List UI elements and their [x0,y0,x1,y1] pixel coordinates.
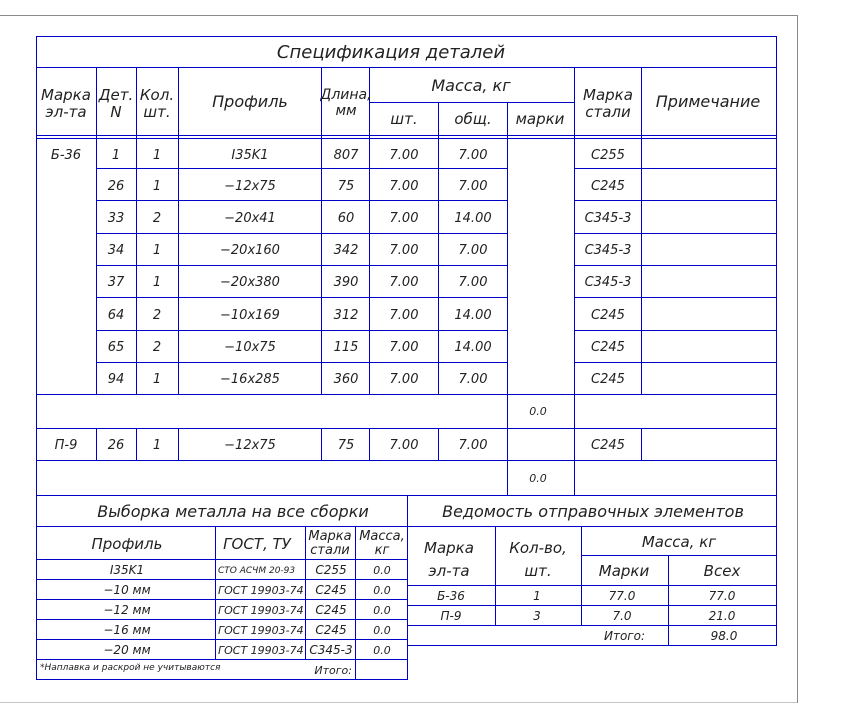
header-qty-l1: Кол. [139,86,175,104]
ship-header-mark-l2: эл-та [428,562,470,580]
svg-text:0.0: 0.0 [373,624,391,637]
table-row [108,179,625,194]
svg-text:С345-3: С345-3 [584,275,632,290]
ship-header-mass-all: Всех [703,562,741,580]
header-steel-l2: стали [585,103,631,121]
svg-text:−10x75: −10x75 [224,340,276,355]
table-row [103,583,390,597]
svg-text:75: 75 [337,179,355,194]
shipping-table [408,495,777,646]
svg-text:1: 1 [152,179,162,194]
spec-title: Спецификация деталей [276,42,506,63]
table-row [110,563,391,577]
header-mass-pc: шт. [390,110,418,128]
svg-text:26: 26 [107,179,125,194]
svg-text:−20x41: −20x41 [224,211,276,226]
svg-text:7.00: 7.00 [389,438,419,453]
shipping-total-value: 98.0 [710,629,738,643]
svg-text:С245: С245 [315,603,347,617]
svg-text:1: 1 [533,589,541,603]
sel-header-profile: Профиль [91,535,163,553]
sel-header-steel-l1: Марка [308,529,352,544]
ship-header-mass-mark: Марки [598,562,650,580]
selection-table [36,495,408,680]
svg-text:7.00: 7.00 [389,148,419,163]
svg-text:Б-36: Б-36 [437,589,465,603]
sel-header-steel-l2: стали [310,543,350,558]
svg-text:7.00: 7.00 [389,243,419,258]
svg-text:33: 33 [107,211,125,226]
header-qty-l2: шт. [143,103,171,121]
svg-text:14.00: 14.00 [454,308,492,323]
header-mark-l2: эл-та [45,103,87,121]
svg-text:−12x75: −12x75 [224,179,276,194]
sel-header-mass-l2: кг [374,543,390,558]
svg-text:7.00: 7.00 [389,372,419,387]
svg-text:312: 312 [333,308,359,323]
selection-title: Выборка металла на все сборки [97,502,369,521]
header-length-l2: мм [335,103,357,119]
svg-text:2: 2 [152,211,162,226]
spec-mark-mass-p9: 0.0 [529,472,547,485]
svg-text:−10 мм: −10 мм [103,583,151,597]
svg-text:342: 342 [333,243,359,258]
header-mass-total: общ. [454,110,492,128]
header-steel-l1: Марка [583,86,633,104]
svg-text:−20 мм: −20 мм [103,643,151,657]
svg-text:СТО АСЧМ 20-93: СТО АСЧМ 20-93 [218,566,296,576]
svg-text:С345-3: С345-3 [584,211,632,226]
svg-text:3: 3 [533,609,541,623]
table-row [103,623,390,637]
svg-text:7.00: 7.00 [458,148,488,163]
svg-text:7.00: 7.00 [389,308,419,323]
svg-text:7.00: 7.00 [458,372,488,387]
shipping-total-label: Итого: [604,629,645,643]
svg-text:1: 1 [152,243,162,258]
svg-text:115: 115 [333,340,359,355]
svg-text:7.00: 7.00 [389,179,419,194]
svg-text:1: 1 [152,438,162,453]
svg-text:26: 26 [107,438,125,453]
table-row [441,609,736,623]
ship-header-mass: Масса, кг [641,533,717,551]
svg-text:94: 94 [107,372,125,387]
header-mass: Масса, кг [431,76,511,95]
table-row [108,438,625,453]
svg-text:С245: С245 [591,372,625,387]
svg-text:−20x160: −20x160 [220,243,280,258]
svg-text:34: 34 [107,243,125,258]
svg-text:ГОСТ 19903-74: ГОСТ 19903-74 [218,644,304,657]
svg-text:С345-3: С345-3 [584,243,632,258]
svg-text:7.00: 7.00 [458,179,488,194]
svg-text:807: 807 [333,148,359,163]
svg-text:21.0: 21.0 [708,609,736,623]
svg-text:77.0: 77.0 [708,589,736,603]
svg-text:I35K1: I35K1 [231,148,269,163]
svg-text:П-9: П-9 [440,609,462,623]
svg-text:390: 390 [333,275,359,290]
svg-text:1: 1 [152,148,162,163]
svg-text:2: 2 [152,308,162,323]
svg-text:7.00: 7.00 [389,340,419,355]
table-row [437,589,736,603]
svg-text:С245: С245 [591,340,625,355]
ship-header-qty-l1: Кол-во, [509,539,567,557]
svg-text:0.0: 0.0 [373,564,391,577]
table-row [108,340,625,355]
header-mass-mark: марки [515,110,565,128]
svg-text:ГОСТ 19903-74: ГОСТ 19903-74 [218,624,304,637]
svg-text:77.0: 77.0 [608,589,636,603]
header-note: Примечание [655,92,761,111]
svg-text:7.00: 7.00 [389,275,419,290]
table-row [103,603,390,617]
svg-text:−12x75: −12x75 [224,438,276,453]
svg-text:−10x169: −10x169 [220,308,280,323]
svg-text:С255: С255 [315,563,347,577]
svg-text:1: 1 [152,372,162,387]
svg-text:С255: С255 [591,148,625,163]
ship-header-mark-l1: Марка [424,539,474,557]
table-row [108,308,625,323]
selection-total-label: Итого: [314,664,352,677]
svg-text:С245: С245 [315,623,347,637]
table-row [103,643,390,657]
svg-text:2: 2 [152,340,162,355]
svg-text:1: 1 [111,148,121,163]
svg-text:64: 64 [107,308,125,323]
table-row [112,148,625,163]
header-length-l1: Длина, [320,87,372,103]
spec-mark-mass-b36: 0.0 [529,405,547,418]
table-row [108,372,625,387]
svg-text:С245: С245 [591,308,625,323]
svg-text:7.00: 7.00 [458,438,488,453]
ship-header-qty-l2: шт. [524,562,552,580]
header-profile: Профиль [212,92,288,111]
svg-text:60: 60 [337,211,355,226]
svg-text:65: 65 [107,340,125,355]
sel-header-gost: ГОСТ, ТУ [223,535,291,553]
header-mark-l1: Марка [41,86,91,104]
svg-text:0.0: 0.0 [373,644,391,657]
header-det-l1: Дет. [98,86,134,104]
svg-text:−16 мм: −16 мм [103,623,151,637]
svg-text:7.00: 7.00 [458,275,488,290]
shipping-title: Ведомость отправочных элементов [442,502,744,521]
svg-text:37: 37 [107,275,125,290]
svg-text:7.0: 7.0 [612,609,632,623]
svg-text:ГОСТ 19903-74: ГОСТ 19903-74 [218,584,304,597]
sel-header-mass-l1: Масса, [359,529,405,544]
svg-text:1: 1 [152,275,162,290]
svg-text:0.0: 0.0 [373,584,391,597]
svg-text:14.00: 14.00 [454,211,492,226]
spec-mark-b36: Б-36 [50,148,82,163]
svg-text:0.0: 0.0 [373,604,391,617]
svg-text:С245: С245 [315,583,347,597]
svg-text:360: 360 [333,372,359,387]
svg-text:С345-3: С345-3 [309,643,353,657]
svg-text:−12 мм: −12 мм [103,603,151,617]
svg-text:−16x285: −16x285 [220,372,280,387]
svg-text:С245: С245 [591,179,625,194]
svg-text:14.00: 14.00 [454,340,492,355]
svg-text:7.00: 7.00 [389,211,419,226]
svg-text:I35K1: I35K1 [109,563,145,577]
svg-text:7.00: 7.00 [458,243,488,258]
svg-text:С245: С245 [591,438,625,453]
svg-text:−20x380: −20x380 [220,275,280,290]
spec-mark-p9: П-9 [54,438,78,453]
svg-text:75: 75 [337,438,355,453]
svg-text:ГОСТ 19903-74: ГОСТ 19903-74 [218,604,304,617]
selection-footnote: *Наплавка и раскрой не учитываются [40,663,221,673]
header-det-l2: N [110,103,122,121]
